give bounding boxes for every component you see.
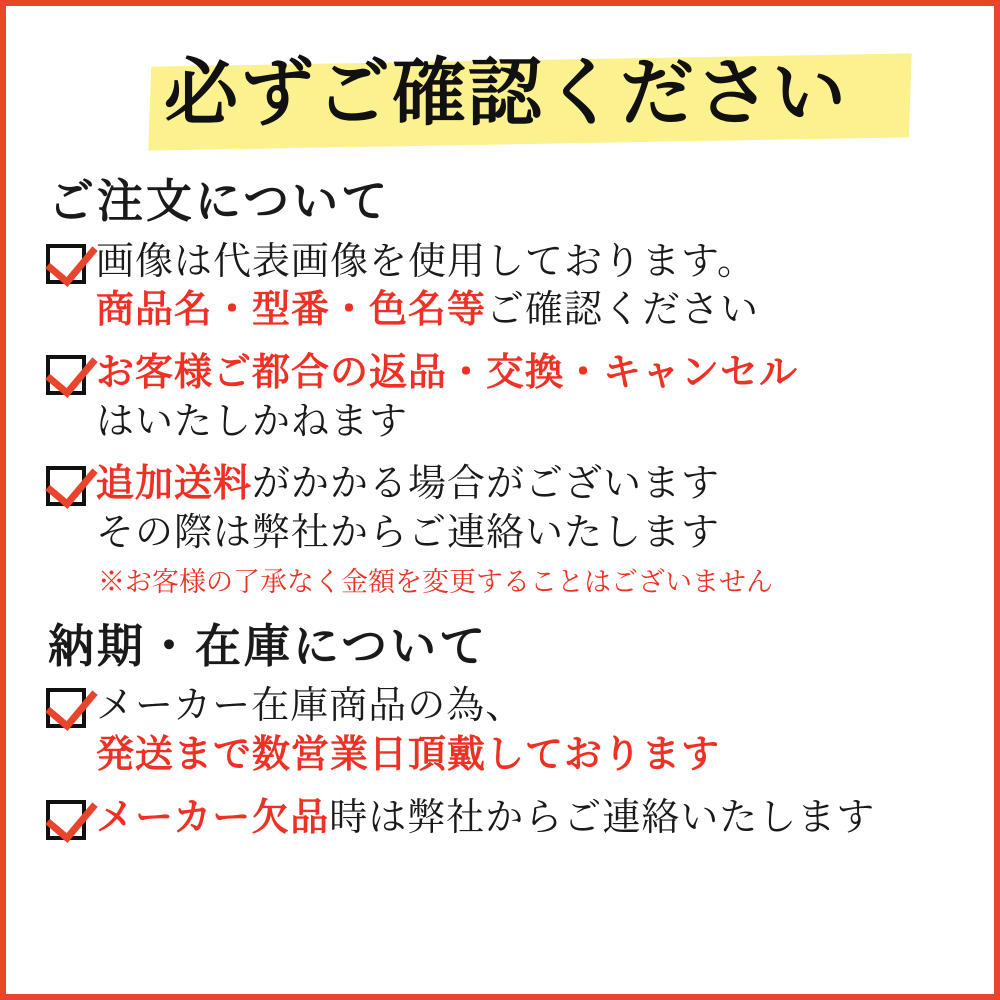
item-line-2: 発送まで数営業日頂戴しております [96,733,721,776]
title-block [42,34,970,154]
check-item-text [96,238,970,335]
item-note: ※お客様の了承なく金額を変更することはございません [98,566,773,597]
check-item-text [96,682,970,779]
item-line-2: はいたしかねます [96,400,409,443]
item-line-1 [96,460,970,509]
checkmark-icon [46,688,86,728]
checkmark-icon [46,355,86,395]
item-line-2-red: 商品名・型番・色名等 [96,289,487,332]
check-item-text [96,794,970,843]
checkmark-icon [46,244,86,284]
check-item-text [96,349,970,446]
checkmark-icon [46,800,86,840]
item-line-1: 画像は代表画像を使用しております。 [96,240,756,283]
section-heading-delivery-stock: 納期・在庫について [48,620,489,672]
check-item-maker-stock [46,682,970,779]
item-line-1-black: 時は弊社からご連絡いたします [329,796,876,839]
page-title: 必ずご確認ください [164,53,848,135]
item-line-1 [96,794,970,843]
check-item-maker-shortage [46,794,970,843]
item-line-2 [96,286,970,335]
item-line-1: お客様ご都合の返品・交換・キャンセル [96,352,799,395]
item-line-2: その際は弊社からご連絡いたします [96,511,721,554]
item-line-1-red: メーカー欠品 [96,796,330,839]
check-item-no-returns [46,349,970,446]
item-line-1: メーカー在庫商品の為、 [96,685,525,728]
check-item-extra-shipping [46,460,970,598]
section-heading-orders: ご注文について [48,176,391,227]
checkmark-icon [46,466,86,506]
item-line-1-red: 追加送料 [96,463,253,506]
check-item-representative-image [46,238,970,335]
item-line-2-black: ご確認ください [486,289,760,332]
check-item-text [96,460,970,598]
item-line-1-black: がかかる場合がございます [252,463,721,506]
